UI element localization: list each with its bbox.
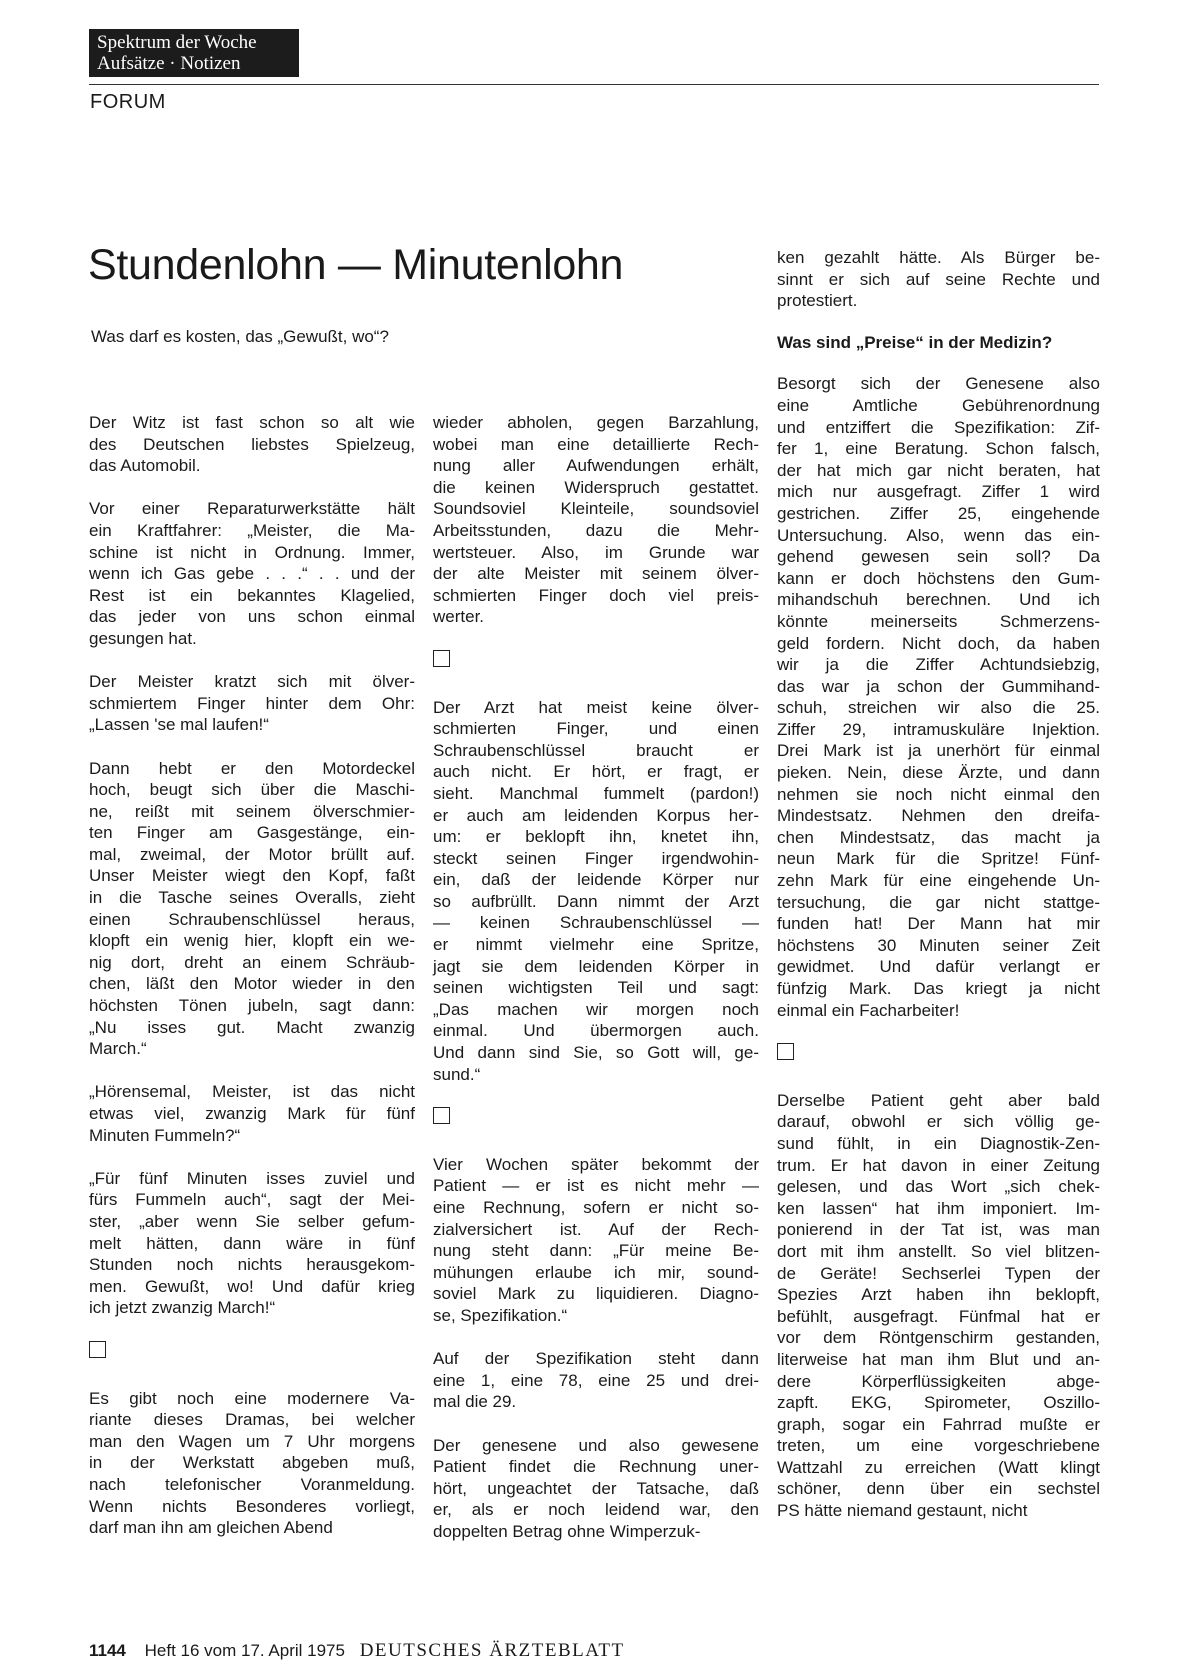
text-line: protestiert. — [777, 291, 858, 311]
text-line: zapft. EKG, Spirometer, Oszillo- — [777, 1393, 1100, 1413]
text-line: der hat mich gar nicht beraten, hat — [777, 460, 1100, 480]
text-line: eine 1, eine 78, eine 25 und drei- — [433, 1370, 759, 1390]
text-line: — keinen Schraubenschlüssel — — [433, 913, 759, 933]
text-line: Wattzahl zu erreichen (Watt klingt — [777, 1457, 1100, 1477]
text-line: ein, daß der leidende Körper nur — [433, 870, 759, 890]
text-line: Auf der Spezifikation steht dann — [433, 1349, 759, 1369]
text-line: Patient findet die Rechnung uner- — [433, 1457, 759, 1477]
section-separator-box — [433, 650, 450, 667]
text-line: ponierend in der Tat ist, was man — [777, 1220, 1100, 1240]
rubric-line-1: Spektrum der Woche — [97, 32, 257, 53]
text-line: gehend gewesen sein soll? Da — [777, 547, 1100, 567]
text-line: etwas viel, zwanzig Mark für fünf — [89, 1104, 415, 1123]
text-line: jagt sie dem leidenden Körper in — [433, 956, 759, 976]
issue-info: Heft 16 vom 17. April 1975 — [144, 1641, 345, 1660]
text-line: des Deutschen liebstes Spielzeug, — [89, 434, 415, 454]
text-line: sund.“ — [433, 1064, 481, 1084]
top-rule — [89, 84, 1099, 85]
paragraph — [89, 1388, 415, 1539]
paragraph — [433, 697, 759, 1086]
text-line: Spezies Arzt haben ihn beklopft, — [777, 1285, 1100, 1305]
text-line: literweise hat man ihm Blut und an- — [777, 1349, 1100, 1369]
text-line: wertsteuer. Also, im Grunde war — [433, 542, 759, 562]
text-line: zehn Mark für eine eingehende Un- — [777, 871, 1100, 891]
text-line: March.“ — [89, 1039, 147, 1059]
text-line: wir ja die Ziffer Achtundsiebzig, — [777, 655, 1100, 675]
text-line: kann er doch höchstens den Gum- — [777, 568, 1100, 588]
text-line: mich nur ausgefragt. Ziffer 1 wird — [777, 482, 1100, 502]
text-line: pieken. Nein, diese Ärzte, und dann — [777, 763, 1100, 783]
page-footer — [89, 1640, 625, 1662]
text-line: PS hätte niemand gestaunt, nicht — [777, 1501, 1028, 1521]
paragraph — [777, 247, 1100, 312]
text-line: höchsten Tönen jubeln, sagt dann: — [89, 996, 415, 1016]
text-line: fünfzig Mark. Das kriegt ja nicht — [777, 979, 1100, 998]
text-line: schöner, denn über ein sechstel — [777, 1479, 1100, 1499]
text-line: wenn ich Gas gebe . . .“ . . und der — [89, 564, 415, 584]
text-line: „Das machen wir morgen noch — [433, 999, 759, 1019]
text-line: Mindestsatz. Nehmen den dreifa- — [777, 806, 1100, 826]
paragraph — [89, 758, 415, 1060]
text-line: tersuchung, die gar nicht stattge- — [777, 892, 1100, 912]
text-line: auch nicht. Er hört, er fragt, er — [433, 762, 759, 782]
text-line: das Automobil. — [89, 456, 201, 476]
text-line: dere Körperflüssigkeiten abge- — [777, 1371, 1100, 1391]
text-line: Drei Mark ist ja unerhört für einmal — [777, 741, 1100, 761]
masthead: DEUTSCHES ÄRZTEBLATT — [359, 1640, 625, 1661]
text-line: graph, sogar ein Fahrrad mußte er — [777, 1414, 1100, 1434]
text-line: Derselbe Patient geht aber bald — [777, 1090, 1100, 1110]
text-line: einmal ein Facharbeiter! — [777, 1000, 960, 1020]
text-line: nung aller Aufwendungen erhält, — [433, 456, 759, 476]
text-line: Schraubenschlüssel braucht er — [433, 740, 759, 760]
text-line: Minuten Fummeln?“ — [89, 1125, 241, 1145]
text-line: darauf, obwohl er sich völlig ge- — [777, 1112, 1100, 1132]
paragraph — [89, 1168, 415, 1319]
paragraph — [89, 671, 415, 736]
text-line: so aufbrüllt. Dann nimmt der Arzt — [433, 891, 759, 911]
text-line: dort mit ihm anstellt. So viel blitzen- — [777, 1241, 1100, 1261]
text-line: Rest ist ein bekanntes Klagelied, — [89, 585, 415, 605]
text-line: mal die 29. — [433, 1392, 517, 1412]
text-line: soviel Mark zu liquidieren. Diagno- — [433, 1284, 759, 1304]
rubric-line-2: Aufsätze · Notizen — [97, 53, 241, 74]
text-line: Patient — er ist es nicht mehr — — [433, 1176, 759, 1196]
text-column-3 — [777, 247, 1100, 1543]
text-line: Und dann sind Sie, so Gott will, ge- — [433, 1043, 759, 1063]
section-separator-box — [89, 1341, 106, 1358]
text-line: man den Wagen um 7 Uhr morgens — [89, 1431, 415, 1451]
text-line: Vier Wochen später bekommt der — [433, 1154, 759, 1174]
paragraph — [89, 498, 415, 649]
text-line: trum. Er hat davon in einer Zeitung — [777, 1155, 1100, 1175]
text-line: sieht. Manchmal fummelt (pardon!) — [433, 783, 759, 803]
text-line: chen Mindestsatz, das macht ja — [777, 827, 1100, 847]
text-line: eine Rechnung, sofern er nicht so- — [433, 1198, 759, 1217]
text-line: er nimmt vielmehr eine Spritze, — [433, 935, 759, 955]
section-heading: Was sind „Preise“ in der Medizin? — [777, 332, 1053, 352]
text-line: die keinen Widerspruch gestattet. — [433, 477, 759, 497]
text-column-1 — [89, 412, 415, 1560]
text-line: Soundsoviel Kleinteile, soundsoviel — [433, 499, 759, 519]
text-line: wieder abholen, gegen Barzahlung, — [433, 413, 759, 432]
section-separator-box — [433, 1107, 450, 1124]
text-line: das war ja schon der Gummihand- — [777, 676, 1100, 696]
text-line: klopft ein wenig hier, klopft ein we- — [89, 931, 415, 951]
text-line: das jeder von uns schon einmal — [89, 607, 415, 627]
text-line: nung steht dann: „Für meine Be- — [433, 1241, 759, 1261]
text-line: mihandschuh berechnen. Und ich — [777, 590, 1100, 610]
article-title: Stundenlohn — Minutenlohn — [88, 241, 624, 289]
text-line: hört, ungeachtet der Tatsache, daß — [433, 1478, 759, 1498]
text-line: schuh, streichen wir also die 25. — [777, 698, 1100, 718]
text-line: schmiertem Finger hinter dem Ohr: — [89, 693, 415, 713]
paragraph — [433, 1348, 759, 1413]
text-line: er, als er noch leidend war, den — [433, 1500, 759, 1520]
paragraph — [89, 1081, 415, 1146]
text-line: eine Amtliche Gebührenordnung — [777, 395, 1100, 415]
text-line: Unser Meister wiegt den Kopf, faßt — [89, 866, 415, 886]
text-line: riante dieses Dramas, bei welcher — [89, 1410, 415, 1430]
text-line: schine ist nicht in Ordnung. Immer, — [89, 542, 415, 562]
text-line: mal, zweimal, der Motor brüllt auf. — [89, 844, 415, 864]
text-line: einen Schraubenschlüssel heraus, — [89, 909, 415, 929]
text-line: funden hat! Der Mann hat mir — [777, 914, 1100, 934]
paragraph — [433, 412, 759, 628]
text-line: „Hörensemal, Meister, ist das nicht — [89, 1082, 415, 1102]
article-subtitle: Was darf es kosten, das „Gewußt, wo“? — [91, 327, 389, 346]
text-line: um: er beklopft ihn, knetet ihn, — [433, 827, 759, 847]
text-line: Besorgt sich der Genesene also — [777, 374, 1100, 394]
text-line: ken lassen“ hat ihm imponiert. Im- — [777, 1198, 1100, 1218]
text-line: vor dem Röntgenschirm gestanden, — [777, 1328, 1100, 1348]
text-line: ten Finger am Gasgestänge, ein- — [89, 823, 415, 843]
text-line: schmierten Finger doch viel preis- — [433, 585, 759, 605]
text-line: gewidmet. Und dafür verlangt er — [777, 957, 1100, 977]
text-line: Der genesene und also gewesene — [433, 1435, 759, 1455]
text-line: Der Witz ist fast schon so alt wie — [89, 413, 415, 432]
text-line: in die Tasche seines Overalls, zieht — [89, 888, 415, 908]
text-line: geld fordern. Nicht doch, da haben — [777, 633, 1100, 653]
text-line: seinen wichtigsten Teil und sagt: — [433, 978, 759, 998]
text-line: ich jetzt zwanzig March!“ — [89, 1298, 276, 1318]
text-line: in der Werkstatt abgeben muß, — [89, 1453, 415, 1473]
section-label: FORUM — [90, 91, 166, 113]
text-line: „Für fünf Minuten isses zuviel und — [89, 1168, 415, 1188]
text-line: melt hätten, dann wäre in fünf — [89, 1233, 415, 1253]
text-line: Stunden noch nichts herausgekom- — [89, 1255, 415, 1275]
paragraph — [89, 412, 415, 477]
text-line: treten, um eine vorgeschriebene — [777, 1436, 1100, 1456]
text-line: doppelten Betrag ohne Wimperzuk- — [433, 1521, 701, 1541]
text-line: ne, reißt mit seinem ölverschmier- — [89, 801, 415, 821]
paragraph — [777, 373, 1100, 1021]
text-line: Es gibt noch eine modernere Va- — [89, 1388, 415, 1408]
text-line: gelesen, und das Wort „sich chek- — [777, 1177, 1100, 1197]
text-line: Untersuchung. Also, wenn das ein- — [777, 525, 1100, 545]
text-line: der alte Meister mit seinem ölver- — [433, 564, 759, 584]
text-line: „Nu isses gut. Macht zwanzig — [89, 1017, 415, 1037]
text-line: ken gezahlt hätte. Als Bürger be- — [777, 248, 1100, 267]
paragraph — [433, 1435, 759, 1543]
paragraph — [777, 1090, 1100, 1522]
text-line: höchstens 30 Minuten seiner Zeit — [777, 935, 1100, 955]
text-line: Ziffer 29, intramuskuläre Injektion. — [777, 719, 1100, 739]
text-line: Der Arzt hat meist keine ölver- — [433, 697, 759, 717]
text-line: werter. — [433, 607, 485, 627]
text-line: Arbeitsstunden, dazu die Mehr- — [433, 520, 759, 540]
text-line: fürs Fummeln auch“, sagt der Mei- — [89, 1190, 415, 1210]
text-line: ster, „aber wenn Sie selber gefum- — [89, 1211, 415, 1231]
text-line: gestrichen. Ziffer 25, eingehende — [777, 503, 1100, 523]
text-line: sund fühlt, in ein Diagnostik-Zen- — [777, 1133, 1100, 1153]
text-line: gesungen hat. — [89, 628, 197, 648]
text-line: nig dort, dreht an einem Schräub- — [89, 952, 415, 972]
text-line: Vor einer Reparaturwerkstätte hält — [89, 499, 415, 519]
text-line: befühlt, ausgefragt. Fünfmal hat er — [777, 1306, 1100, 1326]
text-line: Der Meister kratzt sich mit ölver- — [89, 672, 415, 692]
text-line: se, Spezifikation.“ — [433, 1305, 568, 1325]
text-line: Wenn nichts Besonderes vorliegt, — [89, 1496, 415, 1516]
text-line: schmierten Finger, und einen — [433, 719, 759, 739]
rubric-box — [89, 29, 299, 77]
section-separator-box — [777, 1043, 794, 1060]
text-line: mühungen erlaube ich mir, sound- — [433, 1262, 759, 1282]
text-line: chen, läßt den Motor wieder in den — [89, 974, 415, 994]
text-line: Dann hebt er den Motordeckel — [89, 758, 415, 778]
text-line: könnte meinerseits Schmerzens- — [777, 611, 1100, 631]
text-line: einmal. Und übermorgen auch. — [433, 1021, 759, 1041]
text-line: wobei man eine detaillierte Rech- — [433, 434, 759, 454]
text-line: darf man ihn am gleichen Abend — [89, 1518, 333, 1538]
text-column-2 — [433, 412, 759, 1564]
paragraph — [433, 1154, 759, 1327]
text-line: nach telefonischer Voranmeldung. — [89, 1474, 415, 1494]
text-line: „Lassen 'se mal laufen!“ — [89, 715, 269, 735]
text-line: de Geräte! Sechserlei Typen der — [777, 1263, 1100, 1283]
text-line: nehmen sie noch nicht einmal den — [777, 784, 1100, 804]
text-line: steckt seinen Finger irgendwohin- — [433, 848, 759, 868]
text-line: fer 1, eine Beratung. Schon falsch, — [777, 439, 1100, 459]
text-line: ein Kraftfahrer: „Meister, die Ma- — [89, 520, 415, 540]
text-line: hoch, beugt sich über die Maschi- — [89, 780, 415, 800]
text-line: er auch am leidenden Korpus her- — [433, 805, 759, 825]
text-line: zialversichert ist. Auf der Rech- — [433, 1219, 759, 1239]
text-line: und entziffert die Spezifikation: Zif- — [777, 417, 1100, 437]
text-line: men. Gewußt, wo! Und dafür krieg — [89, 1276, 415, 1296]
text-line: sinnt er sich auf seine Rechte und — [777, 269, 1100, 289]
page-number: 1144 — [89, 1641, 126, 1660]
text-line: neun Mark für die Spritze! Fünf- — [777, 849, 1100, 869]
